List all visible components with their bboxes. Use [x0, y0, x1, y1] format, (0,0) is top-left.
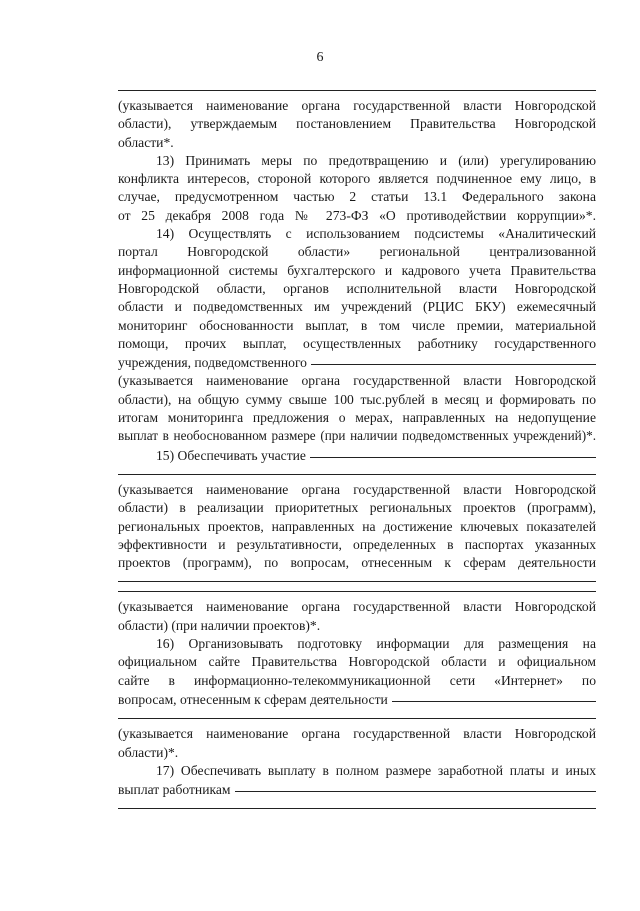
text-line: (указывается наименование органа государственной власти Новгородской — [118, 373, 596, 389]
text-line: области)*. — [118, 744, 179, 760]
text-line: случае, предусмотренном частью 2 статьи 13.1 Федерального закона — [118, 189, 596, 205]
text-line: Новгородской области, органов исполнительной власти Новгородской — [118, 280, 596, 296]
fill-row — [118, 690, 596, 709]
text-line: области) (при наличии проектов)*. — [118, 617, 321, 633]
text-line: (указывается наименование органа государственной власти Новгородской — [118, 98, 596, 113]
text-line: области*. — [118, 134, 174, 150]
fill-line — [310, 444, 596, 458]
text-line: области), на общую сумму свыше 100 тыс.рублей в месяц и формировать по — [118, 391, 596, 407]
text-line: портал Новгородской области» региональной централизованной — [118, 244, 596, 260]
fill-row — [118, 353, 596, 372]
fill-line — [235, 778, 596, 792]
text-line: учреждения, подведомственного — [118, 355, 307, 371]
text-line: выплат в необоснованном размере (при наличии подведомственных учреждений)*. — [118, 428, 596, 444]
page-number: 6 — [316, 50, 324, 65]
text-line: области и подведомственных им учреждений (РЦИС БКУ) ежемесячный — [118, 299, 596, 315]
text-line: проектов (программ), по вопросам, отнесенным к сферам деятельности — [118, 555, 596, 571]
paragraph-15-line: 15) Обеспечивать участие — [156, 447, 306, 463]
text-line: конфликта интересов, стороной которого является подчиненное ему лицо, в — [118, 171, 596, 187]
fill-line — [392, 688, 596, 702]
document-body — [118, 90, 596, 809]
text-line: сайте в информационно-телекоммуникационной сети «Интернет» по — [118, 672, 596, 688]
text-line: (указывается наименование органа государственной власти Новгородской — [118, 481, 596, 497]
fill-line — [118, 808, 596, 809]
fill-row — [118, 446, 596, 465]
text-line: региональных проектов, направленных на достижение ключевых показателей — [118, 518, 596, 534]
text-line: мониторинг обоснованности выплат, в том числе премии, материальной — [118, 317, 596, 333]
text-line: выплат работникам — [118, 782, 231, 798]
text-line: (указывается наименование органа государственной власти Новгородской — [118, 599, 596, 615]
text-line: области) в реализации приоритетных региональных проектов (программ), — [118, 500, 596, 516]
fill-line — [311, 351, 596, 365]
paragraph-14-line: 14) Осуществлять с использованием подсистемы «Аналитический — [156, 226, 596, 242]
text-line: официальном сайте Правительства Новгородской области и официальном — [118, 654, 596, 670]
paragraph-16-line: 16) Организовывать подготовку информации для размещения на — [156, 636, 596, 652]
text-line: эффективности и результативности, определенных в паспортах указанных — [118, 536, 596, 552]
paragraph-13-line: 13) Принимать меры по предотвращению и (или) урегулированию — [156, 152, 596, 168]
fill-row — [118, 780, 596, 799]
paragraph-17-line: 17) Обеспечивать выплату в полном размере заработной платы и иных — [156, 762, 596, 778]
text-line: вопросам, отнесенным к сферам деятельности — [118, 691, 388, 707]
text-line: информационной системы бухгалтерского и кадрового учета Правительства — [118, 262, 596, 278]
text-line: помощи, прочих выплат, осуществленных работнику государственного — [118, 335, 596, 351]
text-line: (указывается наименование органа государственной власти Новгородской — [118, 726, 596, 742]
text-line: от 25 декабря 2008 года № 273-ФЗ «О противодействии коррупции»*. — [118, 207, 596, 223]
text-line: области), утверждаемым постановлением Правительства Новгородской — [118, 116, 596, 132]
text-line: итогам мониторинга предложения о мерах, направленных на недопущение — [118, 410, 596, 426]
